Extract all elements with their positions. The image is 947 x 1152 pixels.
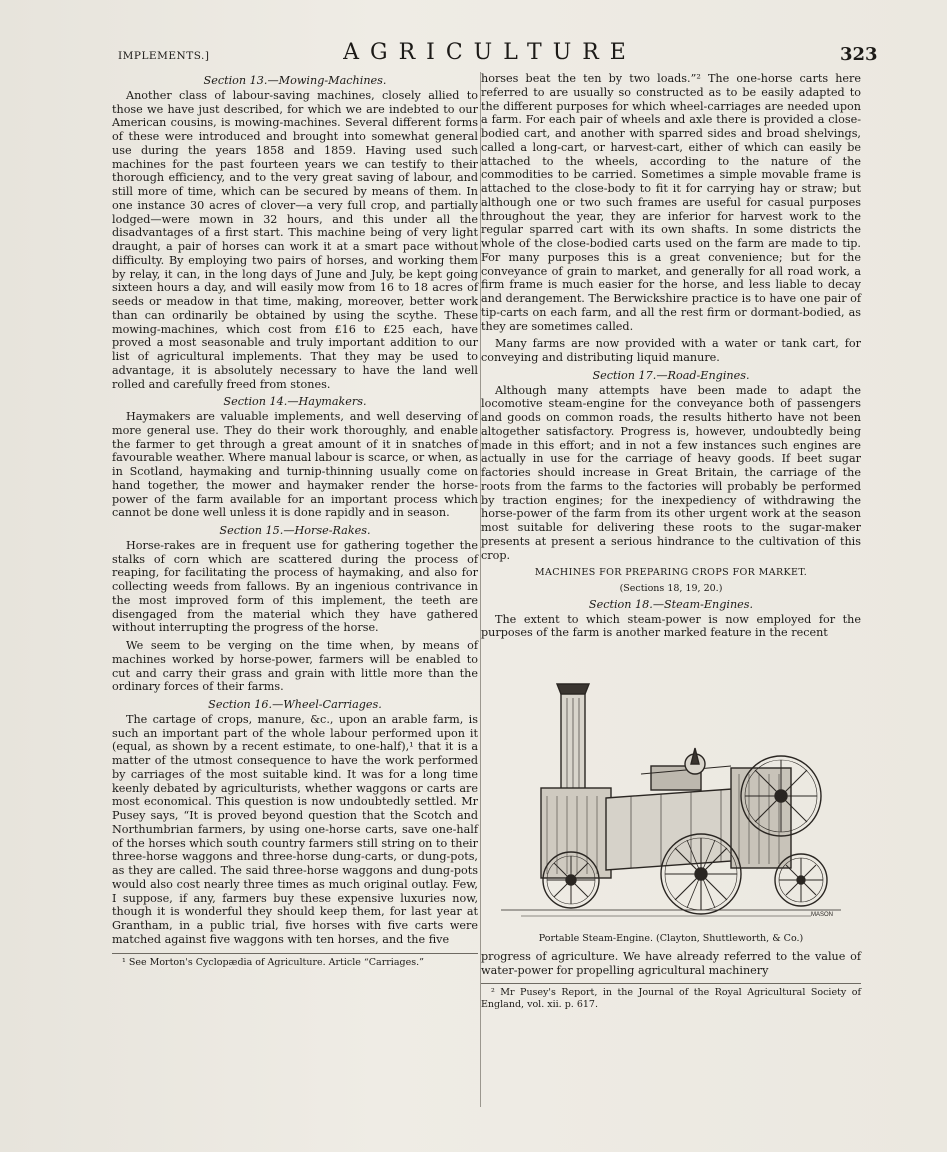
machines-heading: MACHINES FOR PREPARING CROPS FOR MARKET. [534, 567, 808, 579]
steam-engine-engraving [481, 648, 861, 928]
section-17-paragraph: Although many attempts have been made to adapt the locomotive steam-engine for the conveyance both of passengers and goods on common roads, the results hitherto have not been altogether satisfactory. Progress is, however, undoubtedly being made in this effort; and in not a few instances such engines are actually in use for the carriage of heavy goods. If beet sugar factories should increase in Great Britain, the carriage of the roots from the farms to the factories will probably be performed by traction engines; for the inexpediency of withdrawing the horse-power of the farm from its other urgent work at the season most suitable for delivering these roots to the sugar-maker presents at present a serious hindrance to the cultivation of this crop. [481, 383, 861, 562]
engraver-mark: MASON [811, 912, 834, 918]
page-number: 323 [840, 44, 878, 65]
section-15-heading: Section 15.—Horse-Rakes. [219, 524, 371, 537]
section-15-paragraph-2: We seem to be verging on the time when, by means of machines worked by horse-power, farmers will be enabled to cut and carry their grass and grain with little more than the ordinary forces of their farms. [112, 639, 478, 694]
steam-engine-illustration [481, 648, 861, 928]
tank-cart-paragraph: Many farms are now provided with a water or tank cart, for conveying and distributing liquid manure. [481, 337, 861, 364]
section-18-paragraph-1: The extent to which steam-power is now employed for the purposes of the farm is another marked feature in the recent [481, 612, 861, 640]
footnote-rule-right [481, 983, 861, 984]
section-17-heading: Section 17.—Road-Engines. [592, 368, 750, 382]
footnote-rule-left [112, 953, 478, 954]
section-18-paragraph-2: progress of agriculture. We have already referred to the value of water-power for propelling agricultural machinery [481, 949, 861, 977]
footnote-2: ² Mr Pusey's Report, in the Journal of the Royal Agricultural Society of England, vol. xii. p. 617. [481, 987, 861, 1011]
section-16-paragraph: The cartage of crops, manure, &c., upon an arable farm, is such an important part of the whole labour performed upon it (equal, as shown by a recent estimate, to one-half),¹ that it is a matter of the utmost consequence to have the work performed by carriages of the most suitable kind. It was for a long time keenly debated by agriculturists, whether waggons or carts are most economical. This question is now undoubtedly settled. Mr Pusey says, “It is proved beyond question that the Scotch and Northumbrian farmers, by using one-horse carts, save one-half of the horses which south country farmers still string on to their three-horse waggons and three-horse dung-carts, or dung-pots, as they are called. The said three-horse waggons and dung-pots would also cost nearly three times as much original outlay. Few, I suppose, if any, farmers buy these expensive luxuries now, though it is wonderful they should keep them, for last year at Grantham, in a public trial, five horses with five carts were matched against five waggons with ten horses, and the five [112, 712, 478, 946]
sections-reference: (Sections 18, 19, 20.) [619, 583, 723, 594]
figure-caption: Portable Steam-Engine. (Clayton, Shuttleworth, & Co.) [538, 933, 804, 944]
section-13-paragraph: Another class of labour-saving machines, closely allied to those we have just described, for which we are indebted to our American cousins, is mowing-machines. Several different forms of these were introduced and brought into somewhat general use during the years 1858 and 1859. Having used such machines for the past fourteen years we can testify to their thorough efficiency, and to the very great saving of labour, and still more of time, which can be secured by means of them. In one instance 30 acres of clover—a very full crop, and partially lodged—were mown in 32 hours, and this under all the disadvantages of a first start. This machine being of very light draught, a pair of horses can work it at a smart pace without difficulty. By employing two pairs of horses, and working them by relay, it can, in the long days of June and July, be kept going sixteen hours a day, and will easily mow from 16 to 18 acres of seeds or meadow in that time, making, moreover, better work than can ordinarily be obtained by using the scythe. These mowing-machines, which cost from £16 to £25 each, have proved a most seasonable and truly important addition to our list of agricultural implements. That they may be used to advantage, it is absolutely necessary to have the land well rolled and carefully freed from stones. [112, 88, 478, 391]
right-column [481, 72, 861, 1011]
section-18-heading: Section 18.—Steam-Engines. [588, 597, 754, 611]
section-16-heading: Section 16.—Wheel-Carriages. [208, 698, 382, 711]
footnote-1: ¹ See Morton's Cyclopædia of Agriculture. Article “Carriages.” [122, 956, 424, 968]
section-16-continuation: horses beat the ten by two loads.”² The one-horse carts here referred to are usually so constructed as to be easily adapted to the different purposes for which wheel-carriages are needed upon a farm. For each pair of wheels and axle there is provided a close-bodied cart, and another with sparred sides and broad shelvings, called a long-cart, or harvest-cart, either of which can easily be attached to the wheels, according to the nature of the commodities to be carried. Sometimes a simple movable frame is attached to the close-body to fit it for carrying hay or straw; but although one or two such frames are useful for casual purposes throughout the year, they are inferior for harvest work to the regular sparred cart with its own shafts. In some districts the whole of the close-bodied carts used on the farm are made to tip. For many purposes this is a great convenience; but for the conveyance of grain to market, and generally for all road work, a firm frame is much easier for the horse, and less liable to decay and derangement. The Berwickshire practice is to have one pair of tip-carts on each farm, and all the rest firm or dormant-bodied, as they are sometimes called. [481, 72, 862, 333]
running-head-title: AGRICULTURE [343, 40, 637, 65]
section-14-paragraph: Haymakers are valuable implements, and well deserving of more general use. They do their work thoroughly, and enable the farmer to get through a great amount of it in snatches of favourable weather. Where manual labour is scarce, or when, as in Scotland, haymaking and turnip-thinning usually come on hand together, the mower and haymaker render the horse-power of the farm available for an important process which cannot be done well unless it is done rapidly and in season. [112, 410, 478, 520]
left-column [112, 72, 478, 969]
section-15-paragraph-1: Horse-rakes are in frequent use for gathering together the stalks of corn which are scattered during the process of reaping, for facilitating the process of haymaking, and also for collecting weeds from fallows. By an ingenious contrivance in the most improved form of this implement, the teeth are disengaged from the material which they have gathered without interrupting the progress of the horse. [112, 538, 478, 635]
running-head-left: IMPLEMENTS.] [118, 50, 210, 62]
section-13-heading: Section 13.—Mowing-Machines. [203, 74, 387, 87]
section-14-heading: Section 14.—Haymakers. [223, 395, 367, 409]
